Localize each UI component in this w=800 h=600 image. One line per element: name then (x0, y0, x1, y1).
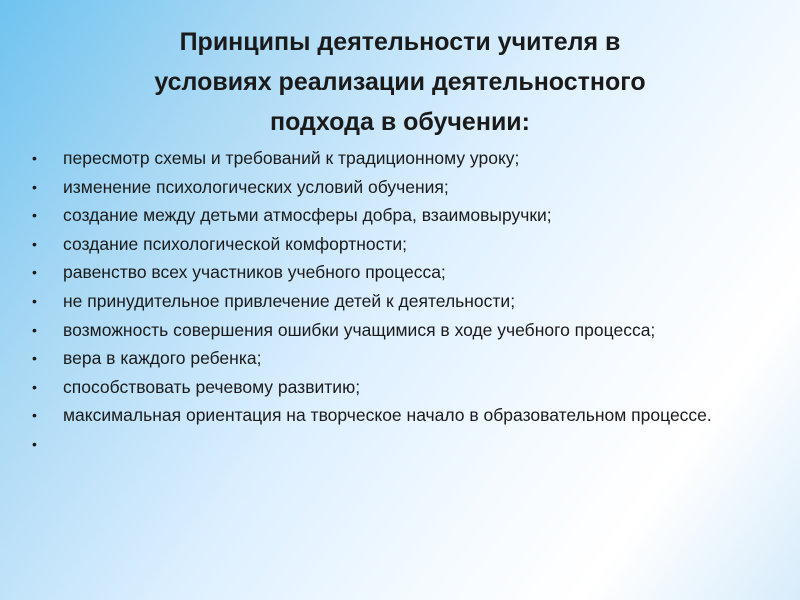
bullet-dot-icon: • (32, 435, 37, 452)
bullet-dot-icon: • (32, 235, 37, 252)
bullet-dot-icon: • (32, 321, 37, 338)
bullet-item (30, 318, 770, 343)
bullet-item (30, 403, 770, 428)
bullet-text: способствовать речевому развитию; (63, 376, 361, 397)
bullet-item (30, 346, 770, 371)
bullet-text: не принудительное привлечение детей к деятельности; (63, 290, 516, 311)
bullet-dot-icon: • (32, 207, 37, 224)
bullet-item (30, 232, 770, 257)
bullet-item (30, 146, 770, 171)
bullet-text: вера в каждого ребенка; (63, 348, 262, 369)
bullet-text: создание психологической комфортности; (63, 233, 408, 254)
bullet-dot-icon: • (32, 350, 37, 367)
bullet-dot-icon: • (32, 378, 37, 395)
bullet-item (30, 175, 770, 200)
bullet-text: максимальная ориентация на творческое начало в образовательном процессе. (63, 405, 712, 426)
bullet-text: изменение психологических условий обучения; (63, 176, 449, 197)
bullet-dot-icon: • (32, 150, 37, 166)
bullet-item (30, 203, 770, 228)
bullet-text: возможность совершения ошибки учащимися в ходе учебного процесса; (63, 319, 656, 340)
bullet-item (30, 289, 770, 314)
bullet-dot-icon: • (32, 178, 37, 195)
slide-title: Принципы деятельности учителя в условиях реализации деятельностного подхода в обучении: (154, 28, 646, 136)
bullet-list (30, 146, 770, 452)
bullet-text: равенство всех участников учебного процесса; (63, 262, 446, 283)
bullet-text: создание между детьми атмосферы добра, взаимовыручки; (63, 205, 552, 226)
bullet-dot-icon: • (32, 264, 37, 281)
bullet-item (30, 260, 770, 285)
bullet-text: пересмотр схемы и требований к традиционному уроку; (63, 148, 520, 168)
bullet-dot-icon: • (32, 407, 37, 424)
bullet-item (30, 375, 770, 400)
bullet-dot-icon: • (32, 292, 37, 309)
